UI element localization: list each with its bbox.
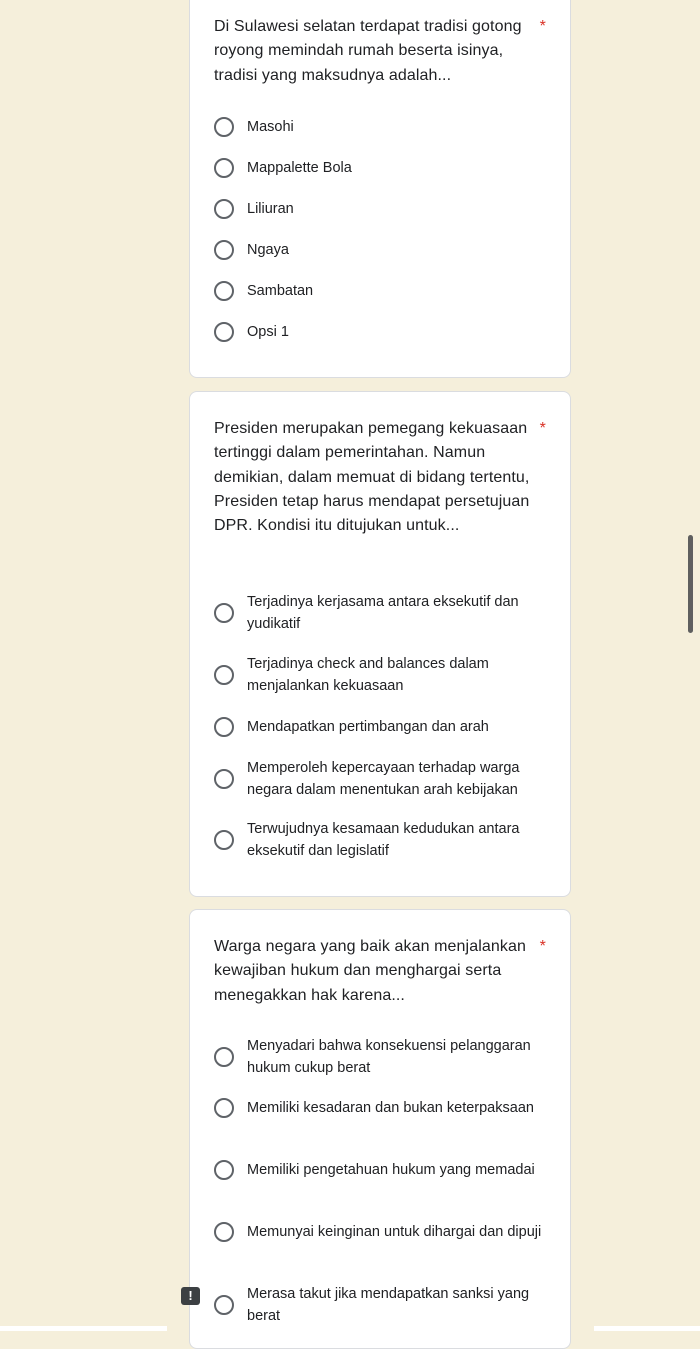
radio-option[interactable] (214, 653, 559, 697)
required-asterisk: * (539, 18, 546, 35)
radio-button[interactable] (214, 322, 234, 342)
radio-button[interactable] (214, 665, 234, 685)
radio-option[interactable] (214, 591, 559, 635)
radio-button[interactable] (214, 281, 234, 301)
option-label: Terjadinya kerjasama antara eksekutif dan yudikatif (247, 594, 519, 632)
radio-button[interactable] (214, 830, 234, 850)
question-title: Di Sulawesi selatan terdapat tradisi gotong royong memindah rumah beserta isinya, tradisi yang maksudnya adalah... * (214, 15, 534, 88)
option-label: Merasa takut jika mendapatkan sanksi yang berat (247, 1286, 530, 1324)
radio-button[interactable] (214, 158, 234, 178)
option-label: Terwujudnya kesamaan kedudukan antara eksekutif dan legislatif (247, 821, 520, 859)
radio-option[interactable] (214, 157, 559, 179)
radio-option[interactable] (214, 1035, 559, 1079)
radio-option[interactable] (214, 198, 559, 220)
radio-button[interactable] (214, 117, 234, 137)
option-label: Mappalette Bola (247, 160, 352, 176)
option-label: Memiliki kesadaran dan bukan keterpaksaan (247, 1100, 534, 1116)
question-card-3 (189, 909, 571, 1349)
radio-option[interactable] (214, 716, 559, 738)
required-asterisk: * (539, 420, 546, 437)
radio-option[interactable] (214, 757, 559, 801)
bottom-bar-left (0, 1326, 167, 1331)
option-label: Sambatan (247, 283, 314, 299)
option-label: Masohi (247, 119, 294, 135)
option-label: Memperoleh kepercayaan terhadap warga negara dalam menentukan arah kebijakan (247, 760, 520, 798)
radio-option[interactable] (214, 239, 559, 261)
radio-option[interactable] (214, 1097, 559, 1119)
option-label: Memiliki pengetahuan hukum yang memadai (247, 1162, 535, 1178)
radio-button[interactable] (214, 1098, 234, 1118)
radio-button[interactable] (214, 769, 234, 789)
radio-option[interactable] (214, 321, 559, 343)
radio-button[interactable] (214, 717, 234, 737)
radio-button[interactable] (214, 603, 234, 623)
question-title: Presiden merupakan pemegang kekuasaan tertinggi dalam pemerintahan. Namun demikian, dalam memuat di bidang tertentu, Presiden tetap harus mendapat persetujuan DPR. Kondisi itu ditujukan untuk... * (214, 417, 534, 538)
option-label: Menyadari bahwa konsekuensi pelanggaran hukum cukup berat (247, 1038, 531, 1076)
scrollbar-thumb[interactable] (688, 535, 693, 633)
bottom-bar-right (594, 1326, 700, 1331)
radio-option[interactable] (214, 1221, 559, 1243)
radio-option[interactable] (214, 116, 559, 138)
option-label: Memunyai keinginan untuk dihargai dan dipuji (247, 1224, 542, 1240)
radio-button[interactable] (214, 199, 234, 219)
radio-button[interactable] (214, 1047, 234, 1067)
radio-option[interactable] (214, 280, 559, 302)
question-card-2 (189, 391, 571, 897)
required-asterisk: * (539, 938, 546, 955)
error-icon: ! (181, 1287, 200, 1305)
question-title: Warga negara yang baik akan menjalankan kewajiban hukum dan menghargai serta menegakkan hak karena... * (214, 935, 534, 1008)
radio-option[interactable] (214, 1283, 559, 1327)
option-label: Liliuran (247, 201, 294, 217)
radio-button[interactable] (214, 240, 234, 260)
radio-button[interactable] (214, 1222, 234, 1242)
option-label: Terjadinya check and balances dalam menjalankan kekuasaan (247, 656, 489, 694)
radio-option[interactable] (214, 818, 559, 862)
option-label: Mendapatkan pertimbangan dan arah (247, 719, 489, 735)
radio-button[interactable] (214, 1160, 234, 1180)
question-card-1 (189, 0, 571, 378)
option-label: Opsi 1 (247, 324, 289, 340)
radio-option[interactable] (214, 1159, 559, 1181)
radio-button[interactable] (214, 1295, 234, 1315)
option-label: Ngaya (247, 242, 289, 258)
